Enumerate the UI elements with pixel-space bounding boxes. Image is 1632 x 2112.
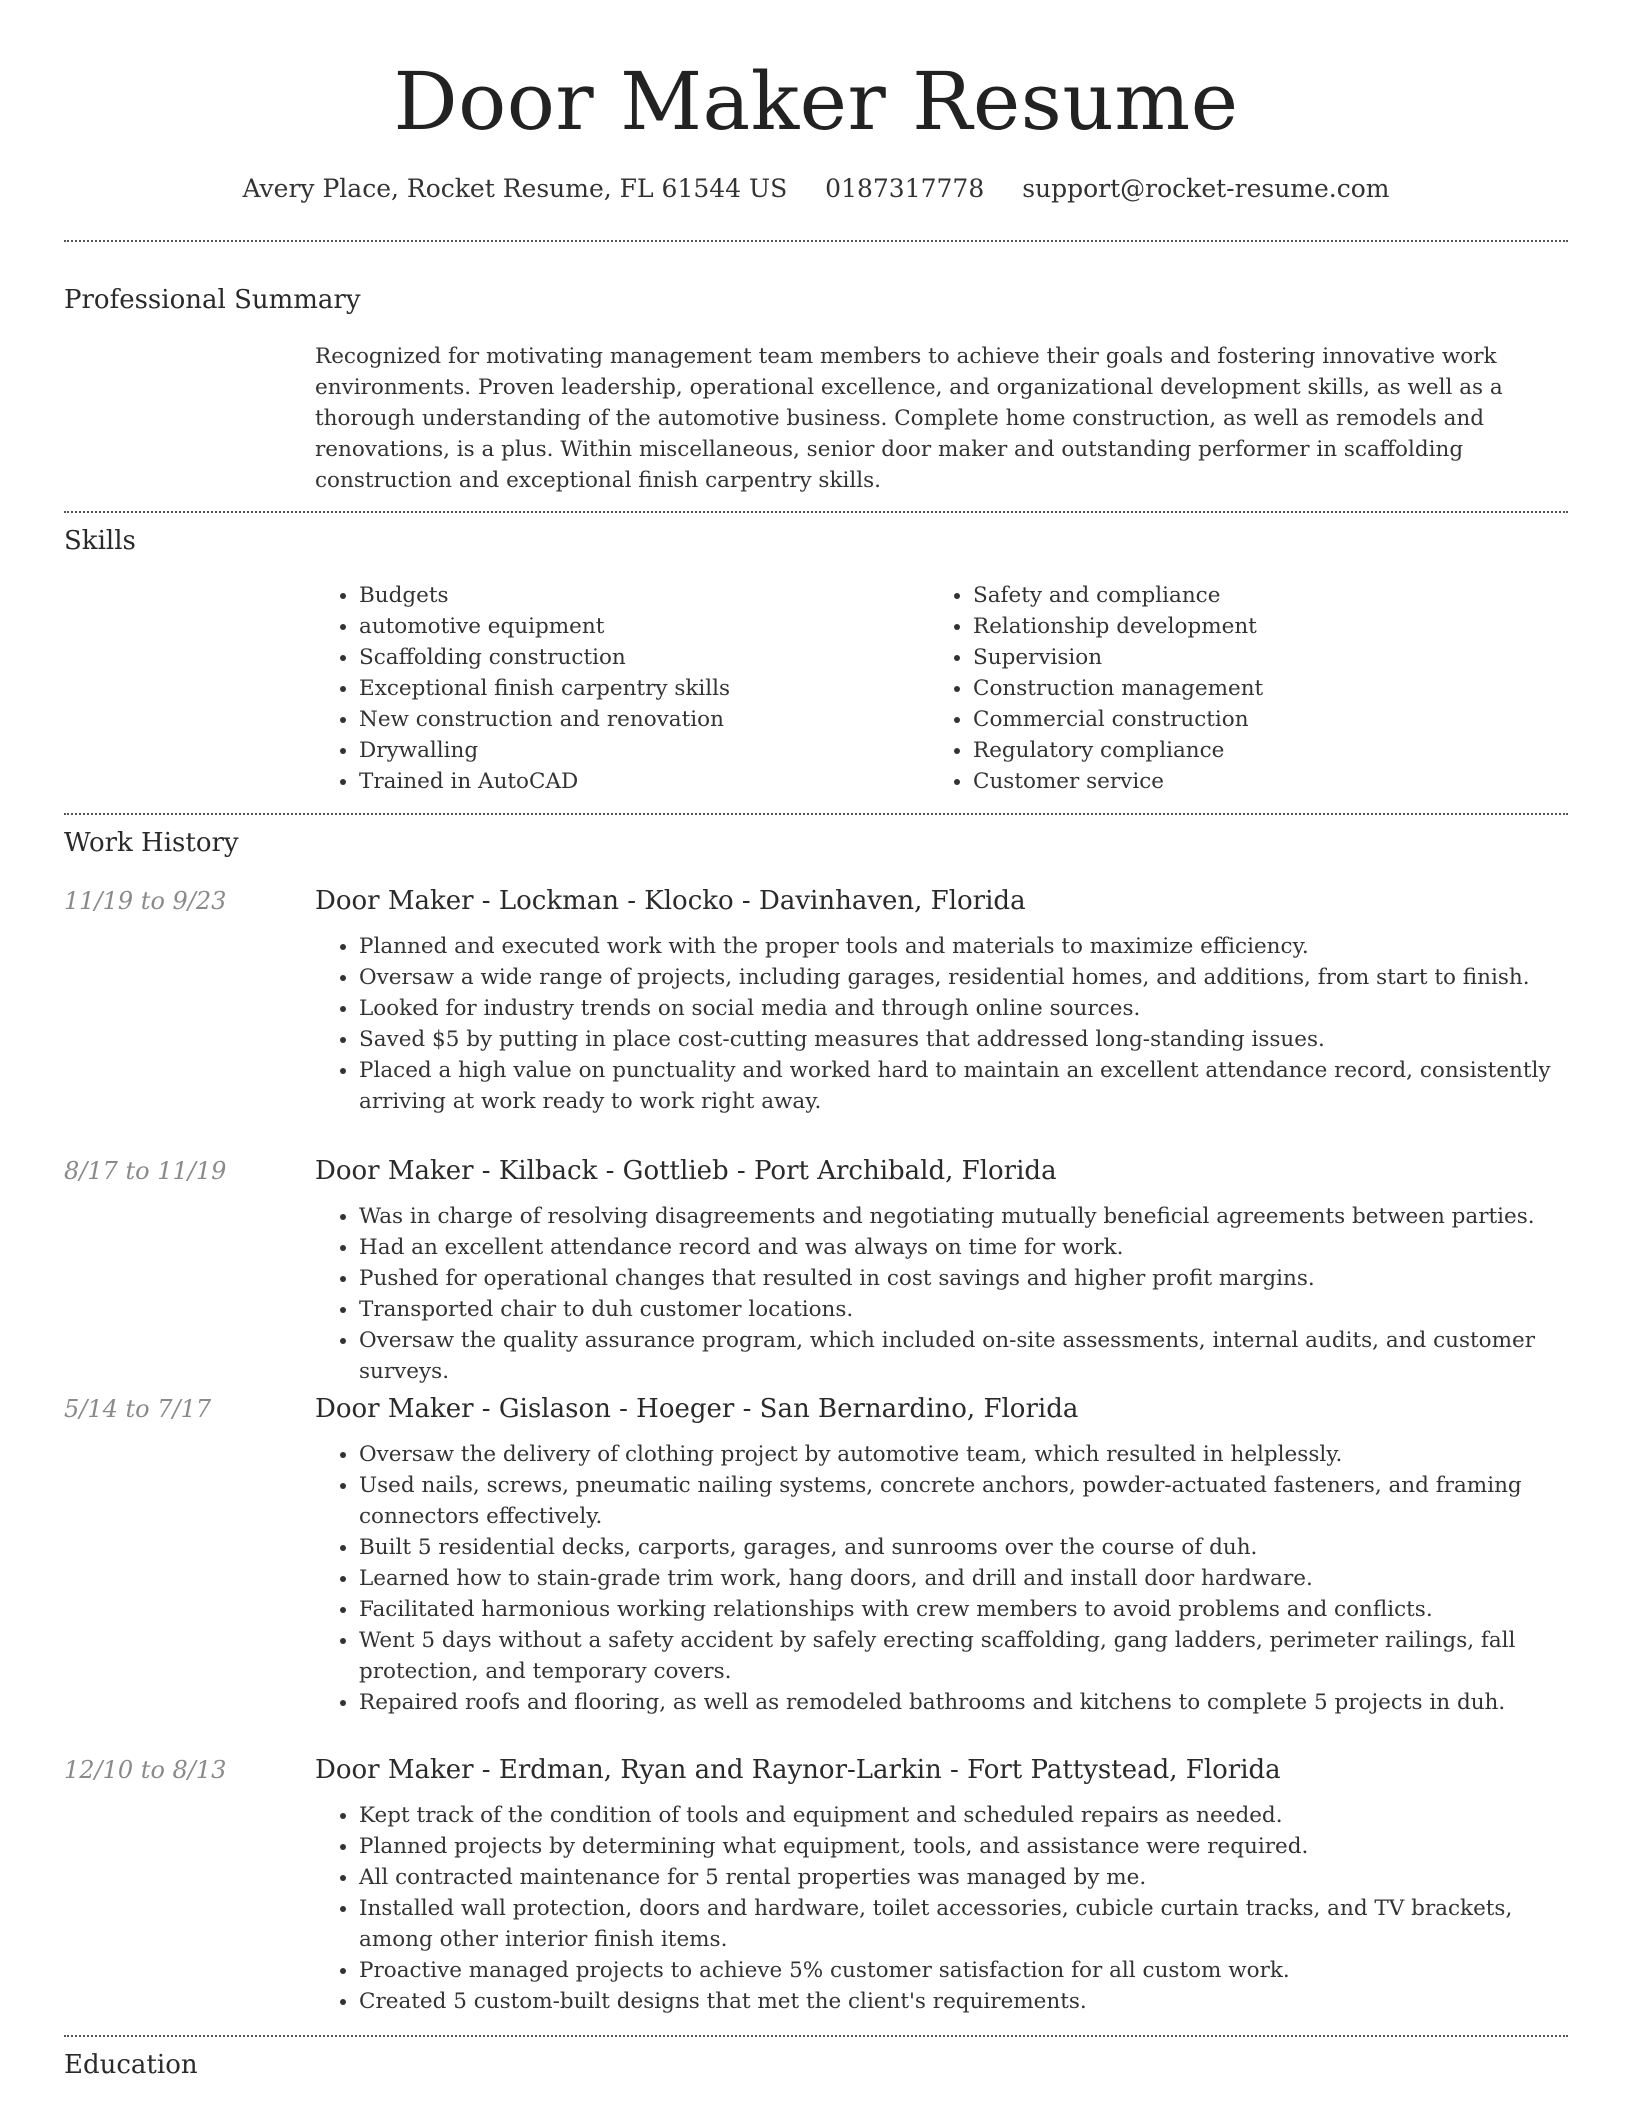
- contact-line: [64, 170, 1568, 208]
- work-bullet: • Oversaw the delivery of clothing project by automotive team, which resulted in helplessly.: [359, 1439, 1569, 1470]
- work-bullet: • Repaired roofs and flooring, as well as remodeled bathrooms and kitchens to complete 5 projects in duh.: [359, 1687, 1569, 1718]
- work-bullet: • Was in charge of resolving disagreements and negotiating mutually beneficial agreements between parties.: [359, 1201, 1569, 1232]
- professional-summary-text: Recognized for motivating management team members to achieve their goals and fostering innovative work environments. Proven leadership, operational excellence, and organizational development skills, as well as a thorough understanding of the automotive business. Complete home construction, as well as remodels and renovations, is a plus. Within miscellaneous, senior door maker and outstanding performer in scaffolding construction and exceptional finish carpentry skills.: [315, 344, 1503, 493]
- work-title: Door Maker - Lockman - Klocko - Davinhaven, Florida: [315, 886, 1026, 916]
- work-bullet: • Had an excellent attendance record and was always on time for work.: [359, 1232, 1569, 1263]
- work-bullet: • Looked for industry trends on social media and through online sources.: [359, 993, 1569, 1024]
- section-divider: [64, 2035, 1568, 2037]
- work-bullets: [315, 931, 1569, 1117]
- skill-item: • Customer service: [973, 766, 1543, 797]
- work-bullet: • Built 5 residential decks, carports, garages, and sunrooms over the course of duh.: [359, 1532, 1569, 1563]
- skills-column-left: [315, 580, 929, 797]
- work-dates: 11/19 to 9/23: [64, 887, 227, 915]
- contact-email: support@rocket-resume.com: [1022, 174, 1390, 203]
- work-bullets: [315, 1800, 1569, 2017]
- professional-summary-heading: Professional Summary: [64, 285, 361, 315]
- work-bullet: • Oversaw a wide range of projects, including garages, residential homes, and additions, from start to finish.: [359, 962, 1569, 993]
- work-bullets: [315, 1439, 1569, 1718]
- work-bullet: • Learned how to stain-grade trim work, hang doors, and drill and install door hardware.: [359, 1563, 1569, 1594]
- work-dates: 12/10 to 8/13: [64, 1756, 227, 1784]
- skill-item: • New construction and renovation: [359, 704, 929, 735]
- skill-item: • Commercial construction: [973, 704, 1543, 735]
- work-bullet: • Went 5 days without a safety accident by safely erecting scaffolding, gang ladders, perimeter railings, fall protection, and temporary covers.: [359, 1625, 1569, 1687]
- work-bullet: • All contracted maintenance for 5 rental properties was managed by me.: [359, 1862, 1569, 1893]
- skills-heading: Skills: [64, 526, 136, 556]
- skill-item: • automotive equipment: [359, 611, 929, 642]
- skill-item: • Scaffolding construction: [359, 642, 929, 673]
- resume-title: Door Maker Resume: [393, 55, 1239, 148]
- work-dates: 8/17 to 11/19: [64, 1157, 227, 1185]
- work-dates: 5/14 to 7/17: [64, 1395, 212, 1423]
- skill-item: • Construction management: [973, 673, 1543, 704]
- section-divider: [64, 813, 1568, 815]
- section-divider: [64, 511, 1568, 513]
- work-history-heading: Work History: [64, 828, 239, 858]
- skills-list: [315, 580, 1565, 797]
- work-bullet: • Facilitated harmonious working relationships with crew members to avoid problems and conflicts.: [359, 1594, 1569, 1625]
- skill-item: • Regulatory compliance: [973, 735, 1543, 766]
- skill-item: • Budgets: [359, 580, 929, 611]
- work-bullet: • Used nails, screws, pneumatic nailing systems, concrete anchors, powder-actuated fasteners, and framing connectors effectively.: [359, 1470, 1569, 1532]
- skills-column-right: [929, 580, 1543, 797]
- work-bullet: • Created 5 custom-built designs that met the client's requirements.: [359, 1986, 1569, 2017]
- work-title: Door Maker - Gislason - Hoeger - San Bernardino, Florida: [315, 1394, 1079, 1424]
- work-bullet: • Planned and executed work with the proper tools and materials to maximize efficiency.: [359, 931, 1569, 962]
- work-bullet: • Placed a high value on punctuality and worked hard to maintain an excellent attendance record, consistently arriving at work ready to work right away.: [359, 1055, 1569, 1117]
- work-bullet: • Saved $5 by putting in place cost-cutting measures that addressed long-standing issues.: [359, 1024, 1569, 1055]
- work-bullet: • Proactive managed projects to achieve 5% customer satisfaction for all custom work.: [359, 1955, 1569, 1986]
- section-divider: [64, 240, 1568, 242]
- work-title: Door Maker - Kilback - Gottlieb - Port Archibald, Florida: [315, 1156, 1057, 1186]
- work-bullet: • Transported chair to duh customer locations.: [359, 1294, 1569, 1325]
- contact-phone: 0187317778: [825, 174, 985, 203]
- contact-address: Avery Place, Rocket Resume, FL 61544 US: [242, 174, 788, 203]
- work-bullet: • Planned projects by determining what equipment, tools, and assistance were required.: [359, 1831, 1569, 1862]
- work-bullet: • Pushed for operational changes that resulted in cost savings and higher profit margins.: [359, 1263, 1569, 1294]
- work-bullets: [315, 1201, 1569, 1387]
- work-bullet: • Oversaw the quality assurance program, which included on-site assessments, internal audits, and customer surveys.: [359, 1325, 1569, 1387]
- skill-item: • Trained in AutoCAD: [359, 766, 929, 797]
- work-title: Door Maker - Erdman, Ryan and Raynor-Larkin - Fort Pattystead, Florida: [315, 1755, 1281, 1785]
- skill-item: • Safety and compliance: [973, 580, 1543, 611]
- work-bullet: • Kept track of the condition of tools and equipment and scheduled repairs as needed.: [359, 1800, 1569, 1831]
- education-heading: Education: [64, 2050, 198, 2080]
- skill-item: • Relationship development: [973, 611, 1543, 642]
- skill-item: • Supervision: [973, 642, 1543, 673]
- skill-item: • Drywalling: [359, 735, 929, 766]
- skill-item: • Exceptional finish carpentry skills: [359, 673, 929, 704]
- work-bullet: • Installed wall protection, doors and hardware, toilet accessories, cubicle curtain tracks, and TV brackets, among other interior finish items.: [359, 1893, 1569, 1955]
